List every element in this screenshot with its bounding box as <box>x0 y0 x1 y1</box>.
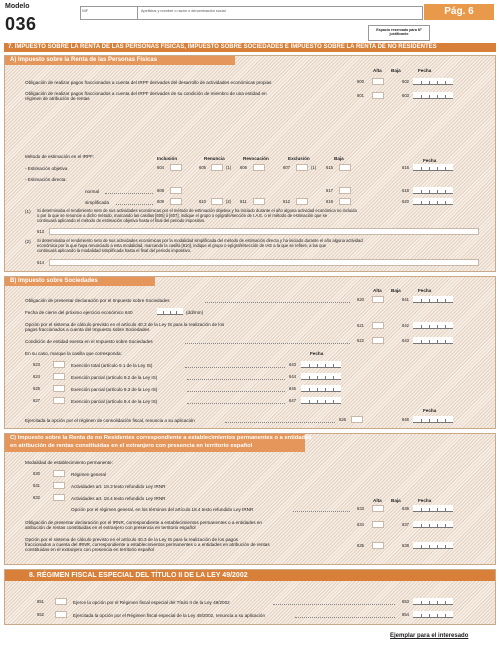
dot-leader <box>116 204 153 205</box>
row-label: Obligación de realizar pagos fraccionados a cuenta del IRPF derivados de su condición de miembro de una entidad en <box>25 91 267 96</box>
exclusion-checkbox[interactable] <box>296 164 308 171</box>
code: 606 <box>240 165 247 170</box>
dot-leader <box>185 343 350 344</box>
baja-checkbox[interactable] <box>339 198 351 205</box>
code: 605 <box>199 165 206 170</box>
row-label: Ejercitada la opción por el régimen de consolidación fiscal, renuncia a su aplicación <box>25 418 195 423</box>
dot-leader <box>187 403 285 404</box>
dot-leader <box>187 379 285 380</box>
section-c-title-2: en atribución de rentas constituidas en el extranjero con presencia en territorio español <box>10 443 253 449</box>
code: 646 <box>402 417 409 422</box>
modality-checkbox[interactable] <box>53 494 65 501</box>
modality-checkbox[interactable] <box>53 470 65 477</box>
section-b-title: B) Impuesto sobre Sociedades <box>5 277 155 286</box>
cierre-date-field[interactable] <box>157 308 183 315</box>
modality-label: Modalidad de establecimiento permanente: <box>25 460 113 465</box>
col-fecha: Fecha <box>418 68 432 73</box>
col-fecha: Fecha <box>423 408 437 413</box>
note-ref: (1) <box>226 165 232 170</box>
exencion-checkbox[interactable] <box>53 361 65 368</box>
row-label: régimen de atribución de rentas <box>25 96 90 101</box>
col-fecha: Fecha <box>418 288 432 293</box>
code: 617 <box>326 188 333 193</box>
row-label: Ejercitada la opción por el Régimen fiscal especial de la Ley 49/2002, renuncia a su aplicación <box>73 613 266 618</box>
baja-checkbox[interactable] <box>339 187 351 194</box>
note-ref: (1) <box>311 165 317 170</box>
code: 600 <box>357 79 364 84</box>
date-field[interactable] <box>413 611 453 618</box>
code: 627 <box>33 398 40 403</box>
directa-label: - Estimación directa: <box>25 177 67 182</box>
col-revocacion: Revocación <box>243 156 269 161</box>
col-fecha: Fecha <box>423 158 437 163</box>
date-field[interactable] <box>413 187 453 194</box>
code: 635 <box>357 543 364 548</box>
exencion-label: Exención total (artículo 9.1 de la Ley IS) <box>71 363 153 368</box>
code: 634 <box>357 522 364 527</box>
date-field[interactable] <box>413 416 453 423</box>
renuncia-checkbox[interactable] <box>211 198 223 205</box>
objetiva-label: - Estimación objetiva <box>25 166 68 171</box>
inclusion-checkbox[interactable] <box>170 164 182 171</box>
code: 616 <box>402 165 409 170</box>
page-number: Pág. 6 <box>424 4 494 20</box>
col-alta: Alta <box>373 288 382 293</box>
code: 620 <box>402 199 409 204</box>
exencion-checkbox[interactable] <box>53 385 65 392</box>
date-field[interactable] <box>413 78 453 85</box>
modality-label-item: Actividades art. 18.4 texto refundido Ley IRNR <box>71 496 166 501</box>
code: 647 <box>289 398 296 403</box>
code: 638 <box>402 543 409 548</box>
model-number: 036 <box>5 14 37 34</box>
inclusion-checkbox[interactable] <box>170 198 182 205</box>
col-baja: Baja <box>391 498 401 503</box>
col-alta: Alta <box>373 68 382 73</box>
dot-leader <box>187 391 285 392</box>
code: 653 <box>402 599 409 604</box>
section-c-panel <box>4 433 496 565</box>
code: 651 <box>37 599 44 604</box>
row-label: Ejerce la opción por el Régimen fiscal especial del Título II de la Ley 49/2002 <box>73 600 230 605</box>
note-num: (2) <box>25 239 31 244</box>
date-field[interactable] <box>413 598 453 605</box>
exencion-checkbox[interactable] <box>53 373 65 380</box>
section-a-panel <box>4 55 496 272</box>
date-field[interactable] <box>413 198 453 205</box>
date-field[interactable] <box>301 397 341 404</box>
revocacion-checkbox[interactable] <box>253 198 265 205</box>
col-alta: Alta <box>373 498 382 503</box>
alta-checkbox[interactable] <box>372 505 384 512</box>
exclusion-checkbox[interactable] <box>296 198 308 205</box>
date-field[interactable] <box>301 373 341 380</box>
date-field[interactable] <box>413 337 453 344</box>
date-field[interactable] <box>413 164 453 171</box>
code: 601 <box>357 93 364 98</box>
code: 636 <box>402 506 409 511</box>
simplificada-label: simplificada <box>85 200 109 205</box>
renuncia-checkbox[interactable] <box>351 416 363 423</box>
note-text: continuará aplicando el método de estimación objetiva hasta el final del periodo impositivo. <box>37 218 206 223</box>
name-label: Apellidos y nombre o razón o denominación social <box>141 9 226 13</box>
taxpayer-id-box[interactable] <box>80 6 423 20</box>
case-label: En su caso, marque la casilla que corresponda: <box>25 351 122 356</box>
code: 621 <box>357 323 364 328</box>
row-label: Obligación de realizar pagos fraccionados a cuenta del IRPF derivados del desarrollo de actividades económicas propias <box>25 80 272 85</box>
code: 641 <box>402 297 409 302</box>
note-text: Si determinaba el rendimiento neto de sus actividades económicas por la modalidad simplificada del método de estimación directa y ha iniciado durante el año alguna actividad <box>37 238 363 243</box>
code: 609 <box>157 199 164 204</box>
alta-checkbox[interactable] <box>372 542 384 549</box>
modality-checkbox[interactable] <box>53 482 65 489</box>
code: 624 <box>33 374 40 379</box>
row-label: Obligación de presentar declaración por el IRNR, correspondiente a establecimientos permanentes o a entidades en <box>25 520 262 525</box>
code: 608 <box>157 188 164 193</box>
row-label: Condición de entidad exenta en el Impuesto sobre Sociedades <box>25 339 153 344</box>
section-8-panel <box>4 569 496 625</box>
opcion-checkbox[interactable] <box>55 598 67 605</box>
row-label: pagos fraccionados a cuenta del Impuesto sobre Sociedades <box>25 327 150 332</box>
alta-checkbox[interactable] <box>372 521 384 528</box>
code: 604 <box>157 165 164 170</box>
col-baja: Baja <box>391 288 401 293</box>
baja-checkbox[interactable] <box>339 164 351 171</box>
code: 631 <box>33 483 40 488</box>
date-field[interactable] <box>413 542 453 549</box>
code: 610 <box>199 199 206 204</box>
note-num: (1) <box>25 209 31 214</box>
dot-leader <box>105 193 153 194</box>
normal-label: normal <box>85 189 100 194</box>
renuncia-checkbox[interactable] <box>55 611 67 618</box>
date-field[interactable] <box>413 505 453 512</box>
code: 630 <box>33 471 40 476</box>
dot-leader <box>185 367 285 368</box>
method-label: Método de estimación en el IRPF: <box>25 154 95 159</box>
col-exclusion: Exclusión <box>288 156 310 161</box>
inclusion-checkbox[interactable] <box>170 187 182 194</box>
code: 625 <box>33 386 40 391</box>
cierre-unit: (dd/mm) <box>186 310 204 315</box>
code: 614 <box>37 260 44 265</box>
code: 622 <box>357 338 364 343</box>
alta-checkbox[interactable] <box>372 78 384 85</box>
copy-label: Ejemplar para el interesado <box>390 633 469 639</box>
code: 618 <box>402 188 409 193</box>
col-fecha: Fecha <box>418 498 432 503</box>
col-fecha: Fecha <box>310 351 324 356</box>
exencion-label: Exención parcial (artículo 9.3 de la Ley IS) <box>71 387 158 392</box>
section-8-title: 8. RÉGIMEN FISCAL ESPECIAL DEL TÍTULO II DE LA LEY 49/2002 <box>5 570 495 581</box>
code: 619 <box>326 199 333 204</box>
col-renuncia: Renuncia <box>204 156 225 161</box>
code: 612 <box>283 199 290 204</box>
revocacion-checkbox[interactable] <box>253 164 265 171</box>
code: 652 <box>37 612 44 617</box>
date-field[interactable] <box>301 385 341 392</box>
alta-checkbox[interactable] <box>372 337 384 344</box>
nif-label: NIF <box>82 9 89 13</box>
header-divider <box>137 6 138 20</box>
section-a-title: A) Impuesto sobre la Renta de las Personas Físicas <box>5 56 235 65</box>
renuncia-checkbox[interactable] <box>211 164 223 171</box>
col-baja: Baja <box>391 68 401 73</box>
date-field[interactable] <box>413 296 453 303</box>
modality-label-item: Actividades art. 18.3 texto refundido Ley IRNR <box>71 484 166 489</box>
col-baja: Baja <box>334 156 344 161</box>
model-label: Modelo <box>5 3 30 10</box>
cierre-label: Fecha de cierre del próximo ejercicio económico 640 <box>25 310 133 315</box>
code: 626 <box>339 417 346 422</box>
section-c-title: C) Impuesto sobre la Renta de no Residentes correspondiente a establecimientos permanentes o a entidades <box>10 435 312 441</box>
date-field[interactable] <box>413 521 453 528</box>
code: 643 <box>402 338 409 343</box>
code: 632 <box>33 495 40 500</box>
dot-leader <box>293 511 350 512</box>
row-label: atribución de rentas constituidas en el extranjero con presencia en territorio español <box>25 525 196 530</box>
code: 644 <box>289 374 296 379</box>
section-7-title: 7. IMPUESTO SOBRE LA RENTA DE LAS PERSONAS FÍSICAS, IMPUESTO SOBRE SOCIEDADES E IMPUESTO SOBRE LA RENTA DE NO RESIDENTES <box>4 43 496 52</box>
modality-label-item: Régimen general <box>71 472 106 477</box>
exencion-checkbox[interactable] <box>53 397 65 404</box>
dot-leader <box>273 604 395 605</box>
section-b-panel <box>4 276 496 429</box>
code: 642 <box>402 323 409 328</box>
row-label: constituidas en el extranjero con presencia en territorio español <box>25 547 154 552</box>
note-1-input[interactable] <box>49 228 479 235</box>
code: 607 <box>283 165 290 170</box>
code: 645 <box>289 386 296 391</box>
alta-checkbox[interactable] <box>372 296 384 303</box>
exencion-label: Exención parcial (artículo 9.2 de la Ley IS) <box>71 375 158 380</box>
note-text: económica por la que haya renunciado a esta modalidad, marcando la casilla [610], indique el grupo o epígrafe/sección de IAE a la que se refiere, a las que <box>37 243 327 248</box>
row-label: Opción por el sistema de cálculo previsto en el artículo 40.3 de la Ley IS para la realización de los pagos <box>25 537 238 542</box>
note-text: o por la que se renuncie a dicho método, marcando las casillas [605] ó [607], indique el grupo o epígrafe/sección de I.A.E. o el método de estimación que se <box>37 213 328 218</box>
dot-leader <box>205 302 350 303</box>
note-ref: (2) <box>226 199 232 204</box>
reserved-box: Espacio reservado para Nº justificante <box>368 25 430 41</box>
code: 654 <box>402 612 409 617</box>
code: 603 <box>402 93 409 98</box>
code: 637 <box>402 522 409 527</box>
code: 611 <box>240 199 247 204</box>
row-label: Obligación de presentar declaración por el Impuesto sobre Sociedades <box>25 298 170 303</box>
dot-leader <box>295 617 395 618</box>
code: 643 <box>289 362 296 367</box>
code: 615 <box>326 165 333 170</box>
note-2-input[interactable] <box>49 259 479 266</box>
row-label: Opción por el sistema de cálculo previsto en el artículo 40.3 de la Ley IS para la realización de los <box>25 322 225 327</box>
code: 623 <box>33 362 40 367</box>
code: 633 <box>357 506 364 511</box>
code: 602 <box>402 79 409 84</box>
code: 613 <box>37 229 44 234</box>
row-label: Opción por el régimen general, en los términos del artículo 18.4 texto refundido Ley IRNR <box>71 507 254 512</box>
alta-checkbox[interactable] <box>372 322 384 329</box>
exencion-label: Exención parcial (artículo 9.4 de la Ley IS) <box>71 399 158 404</box>
dot-leader <box>225 422 335 423</box>
note-text: continuará aplicando la modalidad simplificada hasta el final del periodo impositivo. <box>37 248 192 253</box>
code: 620 <box>357 297 364 302</box>
date-field[interactable] <box>413 92 453 99</box>
date-field[interactable] <box>413 322 453 329</box>
note-text: Si determinaba el rendimiento neto de sus actividades económicas por el método de estimación objetiva y ha iniciado durante el año alguna actividad económica no incluida <box>37 208 357 213</box>
col-inclusion: Inclusión <box>157 156 178 161</box>
row-label: fraccionados a cuenta del IRNR, correspondiente a establecimientos permanentes o a entidades en atribución de rentas <box>25 542 270 547</box>
date-field[interactable] <box>301 361 341 368</box>
alta-checkbox[interactable] <box>372 92 384 99</box>
